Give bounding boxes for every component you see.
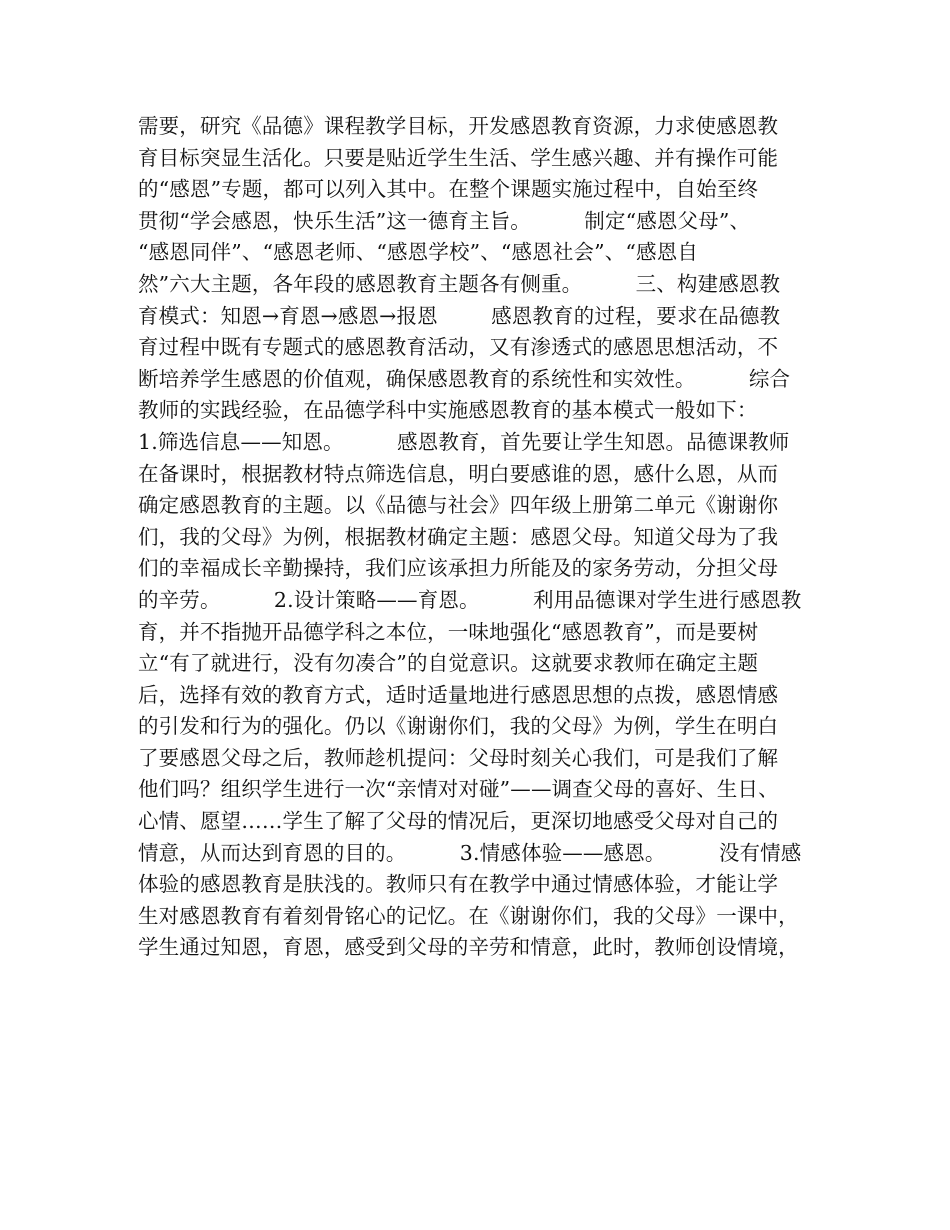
text-line: 心情、愿望……学生了解了父母的情况后，更深切地感受父母对自己的: [138, 809, 779, 834]
document-page: [138, 111, 828, 964]
text-line: 了要感恩父母之后，教师趁机提问：父母时刻关心我们，可是我们了解: [138, 745, 779, 770]
text-line: 后，选择有效的教育方式，适时适量地进行感恩思想的点拨，感恩情感: [138, 682, 779, 707]
text-line: 的“感恩”专题，都可以列入其中。在整个课题实施过程中，自始至终: [138, 177, 759, 202]
text-line: 立“有了就进行，没有勿凑合”的自觉意识。这就要求教师在确定主题: [138, 651, 759, 676]
text-line: 需要，研究《品德》课程教学目标，开发感恩教育资源，力求使感恩教: [138, 114, 779, 138]
text-line: 育过程中既有专题式的感恩教育活动，又有渗透式的感恩思想活动，不: [138, 335, 779, 360]
text-line: 1.筛选信息——知恩。 感恩教育，首先要让学生知恩。品德课教师: [138, 429, 790, 454]
text-line: “感恩同伴”、“感恩老师、“感恩学校”、“感恩社会”、“感恩自: [138, 240, 698, 265]
text-line: 教师的实践经验，在品德学科中实施感恩教育的基本模式一般如下：: [138, 398, 758, 423]
text-line: 育，并不指抛开品德学科之本位，一味地强化“感恩教育”，而是要树: [138, 619, 759, 644]
text-line: 在备课时，根据教材特点筛选信息，明白要感谁的恩，感什么恩，从而: [138, 461, 779, 486]
text-line: 们的幸福成长辛勤操持，我们应该承担力所能及的家务劳动，分担父母: [138, 556, 779, 581]
text-line: 学生通过知恩，育恩，感受到父母的辛劳和情意，此时，教师创设情境，: [138, 935, 799, 960]
text-line: 情意，从而达到育恩的目的。 3.情感体验——感恩。 没有情感: [138, 840, 802, 865]
text-line: 然”六大主题，各年段的感恩教育主题各有侧重。 三、构建感恩教: [138, 271, 781, 296]
text-line: 体验的感恩教育是肤浅的。教师只有在教学中通过情感体验，才能让学: [138, 872, 779, 897]
text-line: 的辛劳。 2.设计策略——育恩。 利用品德课对学生进行感恩教: [138, 587, 802, 612]
text-line: 确定感恩教育的主题。以《品德与社会》四年级上册第二单元《谢谢你: [138, 493, 779, 518]
text-line: 的引发和行为的强化。仍以《谢谢你们，我的父母》为例，学生在明白: [138, 714, 779, 739]
text-line: 育模式：知恩→育恩→感恩→报恩 感恩教育的过程，要求在品德教: [138, 303, 781, 328]
text-line: 育目标突显生活化。只要是贴近学生生活、学生感兴趣、并有操作可能: [138, 145, 779, 170]
text-line: 断培养学生感恩的价值观，确保感恩教育的系统性和实效性。 综合: [138, 366, 791, 391]
text-line: 们，我的父母》为例，根据教材确定主题：感恩父母。知道父母为了我: [138, 524, 779, 549]
text-line: 贯彻“学会感恩，快乐生活”这一德育主旨。 制定“感恩父母”、: [138, 208, 751, 233]
text-line: 他们吗？组织学生进行一次“亲情对对碰”——调查父母的喜好、生日、: [138, 777, 779, 802]
text-line: 生对感恩教育有着刻骨铭心的记忆。在《谢谢你们，我的父母》一课中，: [138, 903, 799, 928]
